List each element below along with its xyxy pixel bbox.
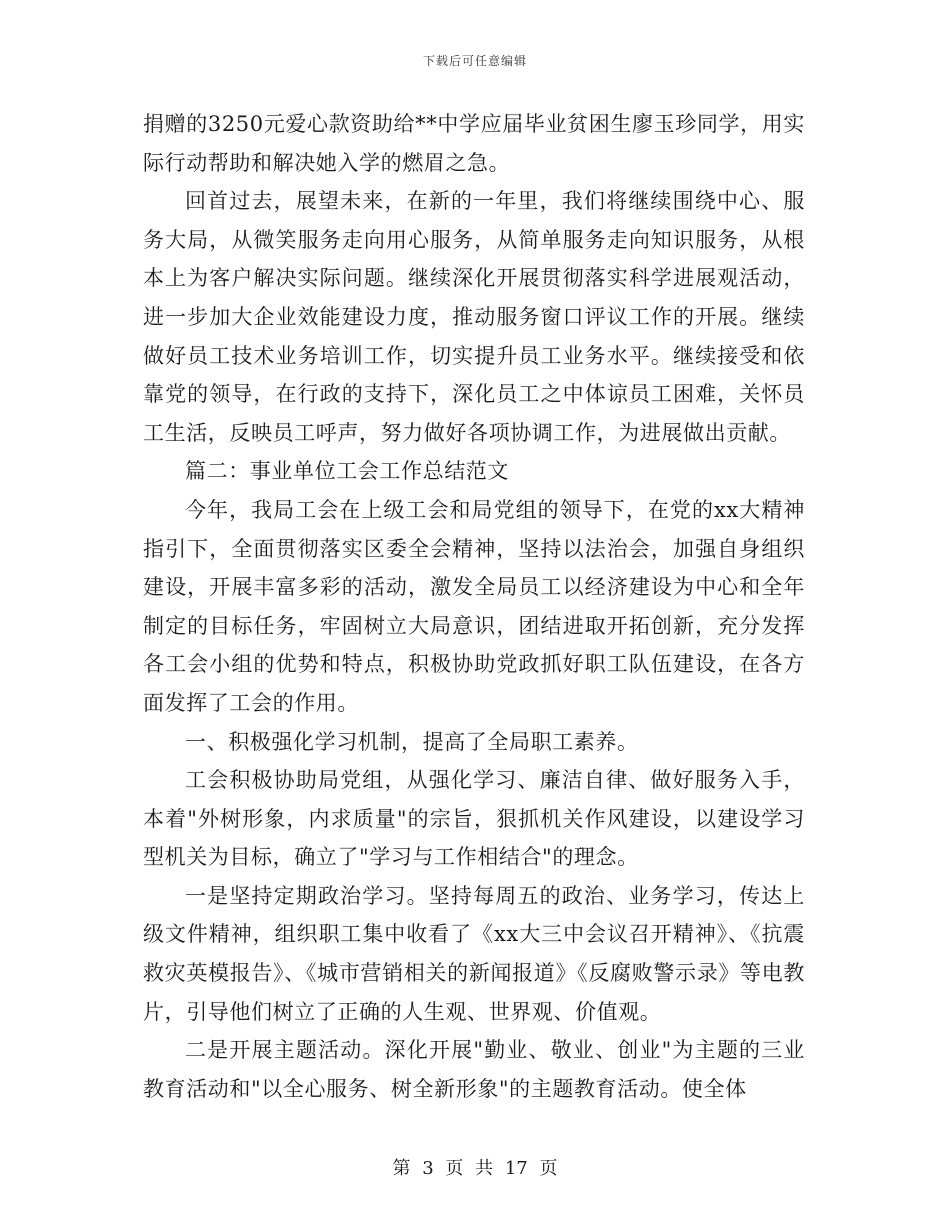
paragraph: 捐赠的3250元爱心款资助给**中学应届毕业贫困生廖玉珍同学，用实际行动帮助和解决她入学的燃眉之急。 bbox=[143, 112, 805, 175]
paragraph: 工会积极协助局党组，从强化学习、廉洁自律、做好服务入手，本着"外树形象，内求质量"的宗旨，狠抓机关作风建设，以建设学习型机关为目标，确立了"学习与工作相结合"的理念。 bbox=[143, 768, 805, 870]
body-text bbox=[143, 105, 805, 1108]
subsection-heading: 一、积极强化学习机制，提高了全局职工素养。 bbox=[185, 729, 639, 754]
paragraph: 二是开展主题活动。深化开展"勤业、敬业、创业"为主题的三业教育活动和"以全心服务、树全新形象"的主题教育活动。使全体 bbox=[143, 1038, 805, 1101]
header-note: 下载后可任意编辑 bbox=[422, 54, 527, 68]
paragraph: 一是坚持定期政治学习。坚持每周五的政治、业务学习，传达上级文件精神，组织职工集中收看了《xx大三中会议召开精神》、《抗震救灾英模报告》、《城市营销相关的新闻报道》《反腐败警示录》等电教片，引导他们树立了正确的人生观、世界观、价值观。 bbox=[143, 883, 805, 1024]
paragraph: 今年，我局工会在上级工会和局党组的领导下，在党的xx大精神指引下，全面贯彻落实区委全会精神，坚持以法治会，加强自身组织建设，开展丰富多彩的活动，激发全局员工以经济建设为中心和全年制定的目标任务，牢固树立大局意识，团结进取开拓创新，充分发挥各工会小组的优势和特点，积极协助党政抓好职工队伍建设，在各方面发挥了工会的作用。 bbox=[143, 497, 805, 715]
paragraph: 回首过去，展望未来，在新的一年里，我们将继续围绕中心、服务大局，从微笑服务走向用心服务，从简单服务走向知识服务，从根本上为客户解决实际问题。继续深化开展贯彻落实科学进展观活动，进一步加大企业效能建设力度，推动服务窗口评议工作的开展。继续做好员工技术业务培训工作，切实提升员工业务水平。继续接受和依靠党的领导，在行政的支持下，深化员工之中体谅员工困难，关怀员工生活，反映员工呼声，努力做好各项协调工作，为进展做出贡献。 bbox=[143, 189, 805, 445]
section-heading: 篇二：事业单位工会工作总结范文 bbox=[185, 459, 509, 484]
page-number-footer: 第 3 页 共 17 页 bbox=[392, 1158, 558, 1179]
